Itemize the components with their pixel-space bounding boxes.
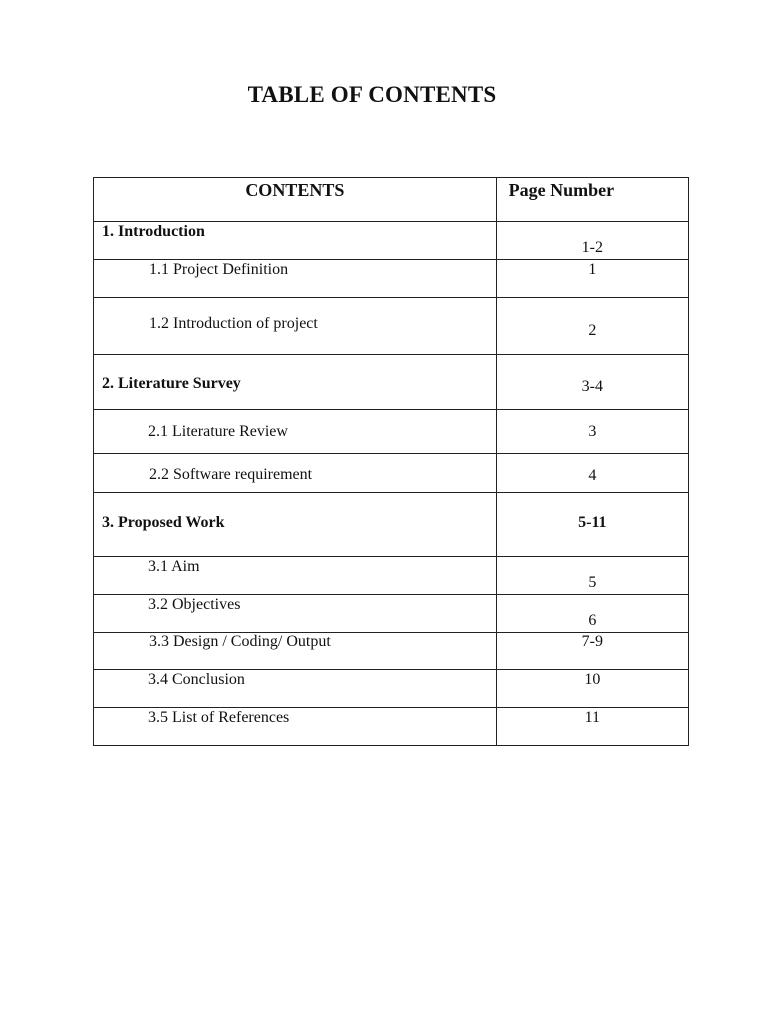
table-row [94, 260, 689, 298]
toc-subsection-label: 3.4 Conclusion [148, 671, 245, 688]
toc-page-number: 4 [588, 467, 597, 484]
toc-subsection-label: 1.1 Project Definition [149, 261, 289, 278]
toc-subsection-label: 3.3 Design / Coding/ Output [149, 633, 331, 650]
table-header-row [94, 178, 689, 222]
column-header-contents: CONTENTS [94, 178, 497, 222]
page-title: TABLE OF CONTENTS [247, 82, 497, 107]
toc-section-label: 2. Literature Survey [102, 375, 241, 392]
table-row [94, 557, 689, 595]
table-row [94, 595, 689, 633]
toc-section-label: 1. Introduction [102, 223, 205, 240]
table-row [94, 670, 689, 708]
toc-subsection-label: 3.1 Aim [148, 558, 200, 575]
toc-page-number: 10 [584, 671, 601, 688]
toc-subsection-label: 3.2 Objectives [148, 596, 241, 613]
toc-subsection-label: 2.2 Software requirement [149, 466, 313, 483]
table-row [94, 222, 689, 260]
table-of-contents [93, 177, 689, 746]
toc-page-number: 3 [588, 423, 597, 440]
toc-page-number: 11 [584, 709, 601, 726]
table-row [94, 633, 689, 670]
toc-section-label: 3. Proposed Work [102, 514, 225, 531]
table-row [94, 355, 689, 410]
toc-page-number: 1-2 [581, 239, 603, 256]
toc-page-number: 6 [588, 612, 597, 629]
table-row [94, 708, 689, 746]
toc-page-number: 5-11 [578, 514, 607, 531]
toc-page-number: 7-9 [581, 633, 603, 650]
toc-page-number: 1 [588, 261, 597, 278]
toc-subsection-label: 2.1 Literature Review [148, 423, 288, 440]
toc-subsection-label: 1.2 Introduction of project [149, 315, 318, 332]
toc-page-number: 5 [588, 574, 597, 591]
column-header-page-number: Page Number [496, 178, 688, 222]
toc-page-number: 3-4 [581, 378, 603, 395]
table-row [94, 298, 689, 355]
table-row [94, 454, 689, 493]
toc-subsection-label: 3.5 List of References [148, 709, 290, 726]
toc-page-number: 2 [588, 322, 597, 339]
table-row [94, 493, 689, 557]
table-row [94, 410, 689, 454]
